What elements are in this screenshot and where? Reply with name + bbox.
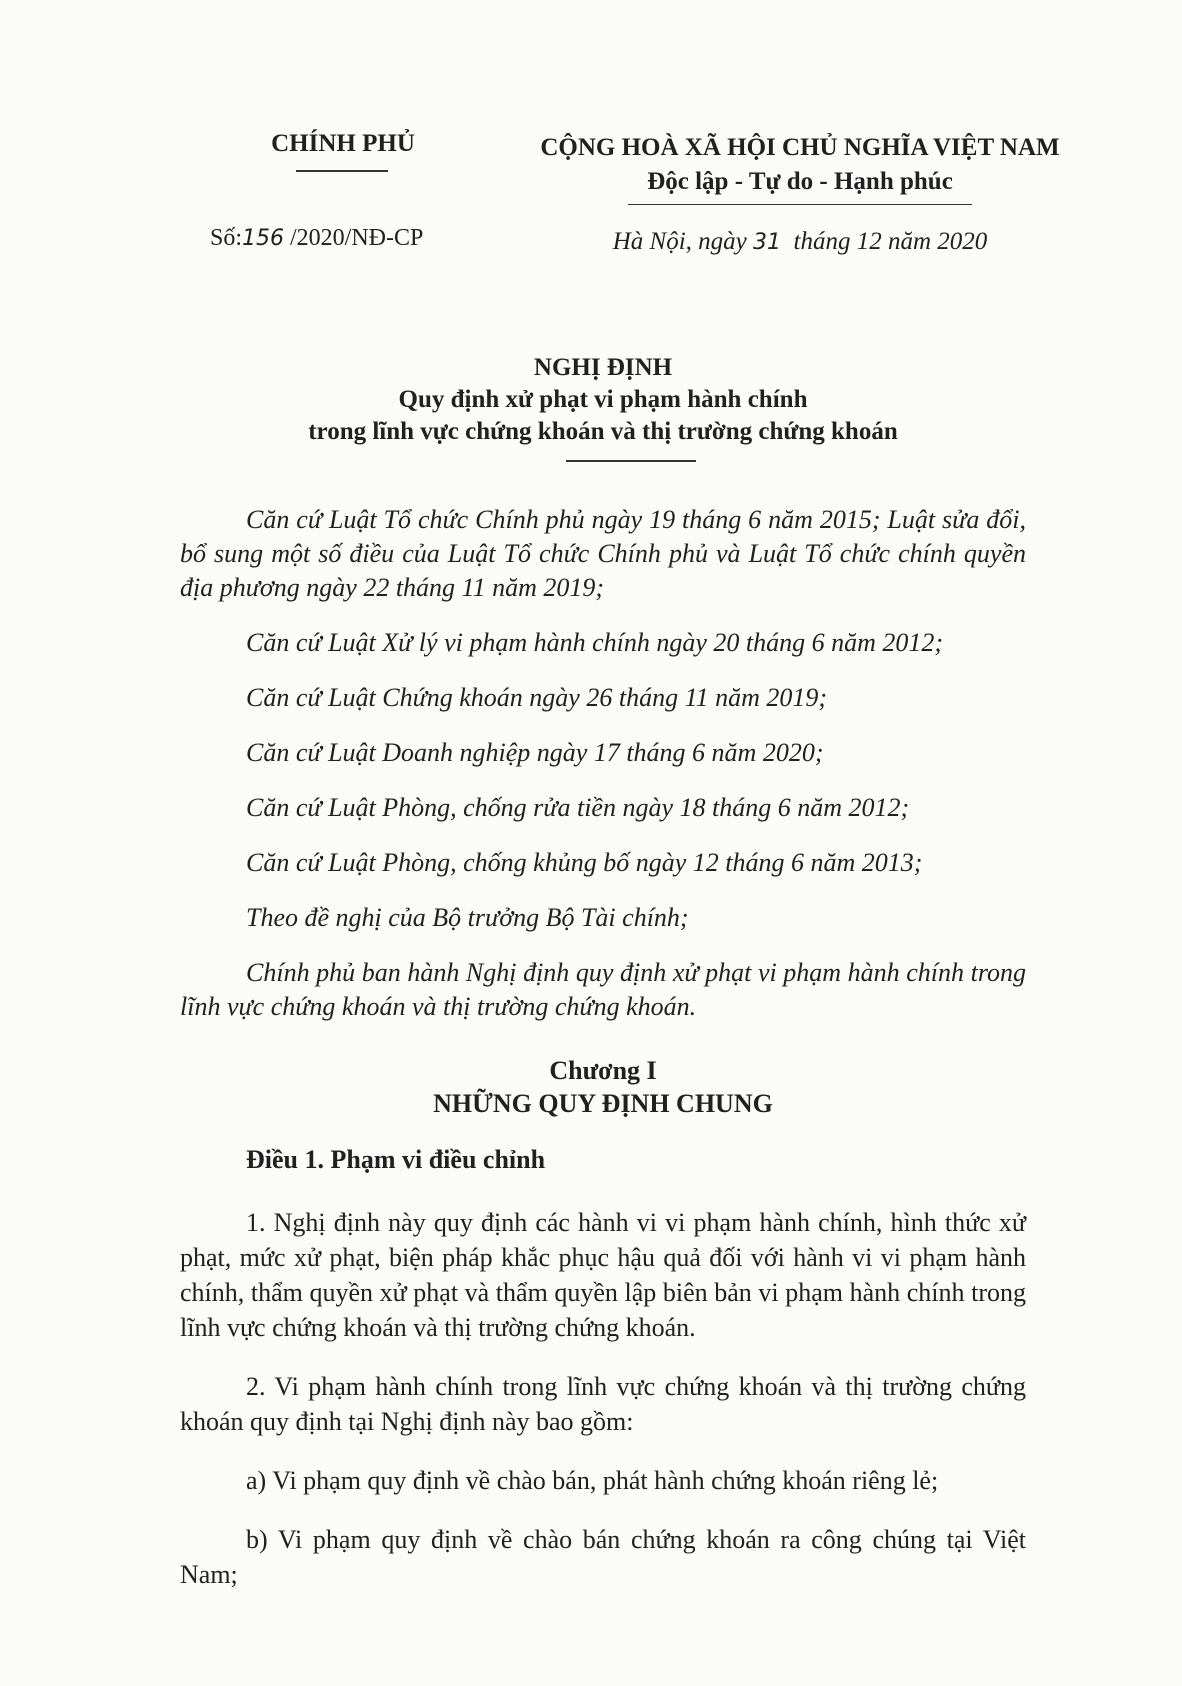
preamble-paragraph: Căn cứ Luật Chứng khoán ngày 26 tháng 11 năm 2019; <box>246 683 828 712</box>
preamble-paragraph: Căn cứ Luật Tổ chức Chính phủ ngày 19 tháng 6 năm 2015; Luật sửa đổi, bổ sung một số điều của Luật Tổ chức Chính phủ và Luật Tổ chức chính quyền địa phương ngày 22 tháng 11 năm 2019; <box>180 505 1026 602</box>
article-heading: Điều 1. Phạm vi điều chỉnh <box>246 1145 546 1174</box>
preamble-paragraph: Căn cứ Luật Doanh nghiệp ngày 17 tháng 6 năm 2020; <box>246 738 824 767</box>
motto-underline <box>628 204 972 205</box>
preamble <box>180 503 1026 1024</box>
agency-name: CHÍNH PHỦ <box>271 130 415 157</box>
place-date-prefix: Hà Nội, ngày <box>612 228 747 255</box>
place-date-suffix: tháng 12 năm 2020 <box>793 228 988 255</box>
clause-1: 1. Nghị định này quy định các hành vi vi phạm hành chính, hình thức xử phạt, mức xử phạt, biện pháp khắc phục hậu quả đối với hành vi vi phạm hành chính, thẩm quyền xử phạt và thẩm quyền lập biên bản vi phạm hành chính trong lĩnh vực chứng khoán và thị trường chứng khoán. <box>180 1208 1026 1342</box>
preamble-paragraph: Căn cứ Luật Phòng, chống rửa tiền ngày 18 tháng 6 năm 2012; <box>246 793 910 822</box>
national-motto: Độc lập - Tự do - Hạnh phúc <box>647 168 953 195</box>
chapter-number: Chương I <box>549 1056 657 1085</box>
agency-underline <box>296 170 388 172</box>
day-handwritten: 31 <box>753 230 782 255</box>
article-body <box>180 1205 1026 1592</box>
clause-2: 2. Vi phạm hành chính trong lĩnh vực chứng khoán và thị trường chứng khoán quy định tại Nghị định này bao gồm: <box>180 1372 1026 1436</box>
document-title-line1: Quy định xử phạt vi phạm hành chính <box>398 386 808 413</box>
doc-number-prefix: Số: <box>210 225 243 251</box>
preamble-paragraph: Căn cứ Luật Xử lý vi phạm hành chính ngày 20 tháng 6 năm 2012; <box>246 628 944 657</box>
document-title-line2: trong lĩnh vực chứng khoán và thị trường chứng khoán <box>308 418 898 445</box>
chapter-name: NHỮNG QUY ĐỊNH CHUNG <box>433 1089 773 1118</box>
doc-number-handwritten: 156 <box>242 226 285 251</box>
title-underline <box>566 460 696 462</box>
point-b: b) Vi phạm quy định về chào bán chứng khoán ra công chúng tại Việt Nam; <box>180 1525 1026 1589</box>
preamble-paragraph: Căn cứ Luật Phòng, chống khủng bố ngày 12 tháng 6 năm 2013; <box>246 848 923 877</box>
document-type: NGHỊ ĐỊNH <box>533 354 673 381</box>
preamble-paragraph: Theo đề nghị của Bộ trưởng Bộ Tài chính; <box>246 903 689 932</box>
document-number <box>210 222 510 255</box>
country-name: CỘNG HOÀ XÃ HỘI CHỦ NGHĨA VIỆT NAM <box>540 134 1060 161</box>
preamble-paragraph: Chính phủ ban hành Nghị định quy định xử phạt vi phạm hành chính trong lĩnh vực chứng khoán và thị trường chứng khoán. <box>180 958 1026 1021</box>
point-a: a) Vi phạm quy định về chào bán, phát hành chứng khoán riêng lẻ; <box>246 1466 939 1495</box>
doc-number-suffix: /2020/NĐ-CP <box>290 225 424 251</box>
place-date <box>520 226 1080 259</box>
